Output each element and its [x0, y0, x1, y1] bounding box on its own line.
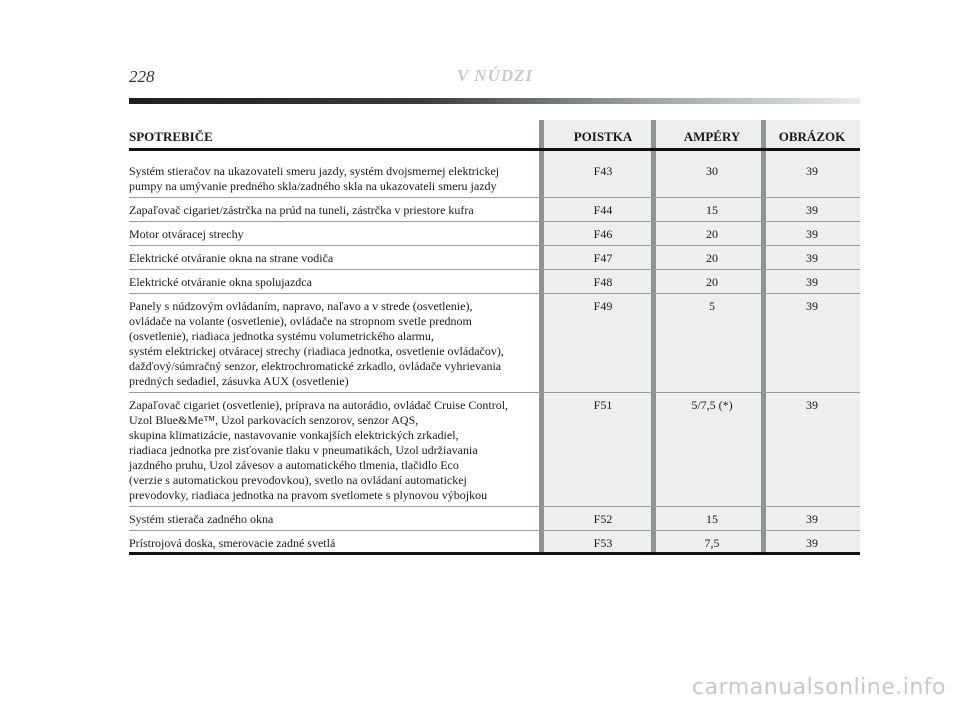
fuse-cell: F53 — [593, 536, 613, 550]
header-rule — [129, 98, 860, 104]
figure-cell: 39 — [806, 299, 818, 313]
consumer-cell: Prístrojová doska, smerovacie zadné svetlá — [129, 536, 336, 550]
table-bottom-rule — [129, 552, 860, 555]
table-row — [129, 222, 860, 246]
table-row — [129, 531, 860, 554]
header-fuse: POISTKA — [573, 129, 633, 144]
fuse-cell: F44 — [593, 203, 613, 217]
table-row — [129, 507, 860, 531]
table-row — [129, 270, 860, 294]
amperes-cell: 5/7,5 (*) — [691, 398, 733, 412]
amperes-cell: 7,5 — [704, 536, 720, 550]
fuse-cell: F51 — [593, 398, 613, 412]
page-number: 228 — [129, 67, 155, 86]
amperes-cell: 20 — [706, 251, 718, 265]
consumer-cell: Zapaľovač cigariet/zástrčka na prúd na tuneli, zástrčka v priestore kufra — [129, 203, 474, 217]
table-body — [129, 159, 860, 554]
table-row — [129, 393, 860, 507]
consumer-cell: Zapaľovač cigariet (osvetlenie), príprava na autorádio, ovládač Cruise Control, Uzol Blue&Me™, Uzol parkovacích senzorov, senzor AQS, skupina klimatizácie, nastavovanie vonkajších elektrických zrkadiel, riadiaca jednotka pre zisťovanie tlaku v pneumatikách, Uzol udržiavania jazdného pruhu, Uzol závesov a automatického tlmenia, tlačidlo Eco (verzie s automatickou prevodovkou), svetlo na ovládaní automatickej prevodovky, riadiaca jednotka na pravom svetlomete s plynovou výbojkou — [129, 398, 509, 502]
consumer-cell: Elektrické otváranie okna na strane vodiča — [129, 251, 334, 265]
fuse-cell: F47 — [593, 251, 613, 265]
figure-cell: 39 — [806, 536, 818, 550]
table-row — [129, 159, 860, 198]
table-header — [129, 120, 860, 151]
figure-cell: 39 — [806, 164, 818, 178]
fuse-cell: F46 — [593, 227, 613, 241]
table-row — [129, 198, 860, 222]
fuse-cell: F49 — [593, 299, 613, 313]
consumer-cell: Systém stieračov na ukazovateli smeru jazdy, systém dvojsmernej elektrickej pumpy na umývanie predného skla/zadného skla na ukazovateli smeru jazdy — [129, 164, 500, 193]
header-amperes: AMPÉRY — [683, 129, 741, 144]
amperes-cell: 20 — [706, 227, 718, 241]
amperes-cell: 30 — [706, 164, 718, 178]
table-row — [129, 246, 860, 270]
figure-cell: 39 — [806, 227, 818, 241]
watermark: carmanualsonline.info — [692, 675, 946, 700]
consumer-cell: Motor otváracej strechy — [129, 227, 244, 241]
fuse-table — [129, 120, 860, 554]
consumer-cell: Panely s núdzovým ovládaním, napravo, naľavo a v strede (osvetlenie), ovládače na volante (osvetlenie), ovládače na stropnom svetle prednom (osvetlenie), riadiaca jednotka systému volumetrického alarmu, systém elektrickej otváracej strechy (riadiaca jednotka, osvetlenie ovládačov), dažďový/súmračný senzor, elektrochromatické zrkadlo, ovládače vyhrievania predných sedadiel, zásuvka AUX (osvetlenie) — [129, 299, 504, 388]
table-row — [129, 294, 860, 393]
section-title: V NÚDZI — [457, 66, 534, 85]
fuse-cell: F52 — [593, 512, 613, 526]
consumer-cell: Systém stierača zadného okna — [129, 512, 274, 526]
amperes-cell: 20 — [706, 275, 718, 289]
fuse-cell: F48 — [593, 275, 613, 289]
amperes-cell: 5 — [709, 299, 715, 313]
header-consumer: SPOTREBIČE — [129, 129, 213, 144]
figure-cell: 39 — [806, 275, 818, 289]
figure-cell: 39 — [806, 512, 818, 526]
header-figure: OBRÁZOK — [778, 129, 846, 144]
amperes-cell: 15 — [706, 203, 718, 217]
fuse-cell: F43 — [593, 164, 613, 178]
consumer-cell: Elektrické otváranie okna spolujazdca — [129, 275, 312, 289]
figure-cell: 39 — [806, 251, 818, 265]
figure-cell: 39 — [806, 398, 818, 412]
amperes-cell: 15 — [706, 512, 718, 526]
figure-cell: 39 — [806, 203, 818, 217]
